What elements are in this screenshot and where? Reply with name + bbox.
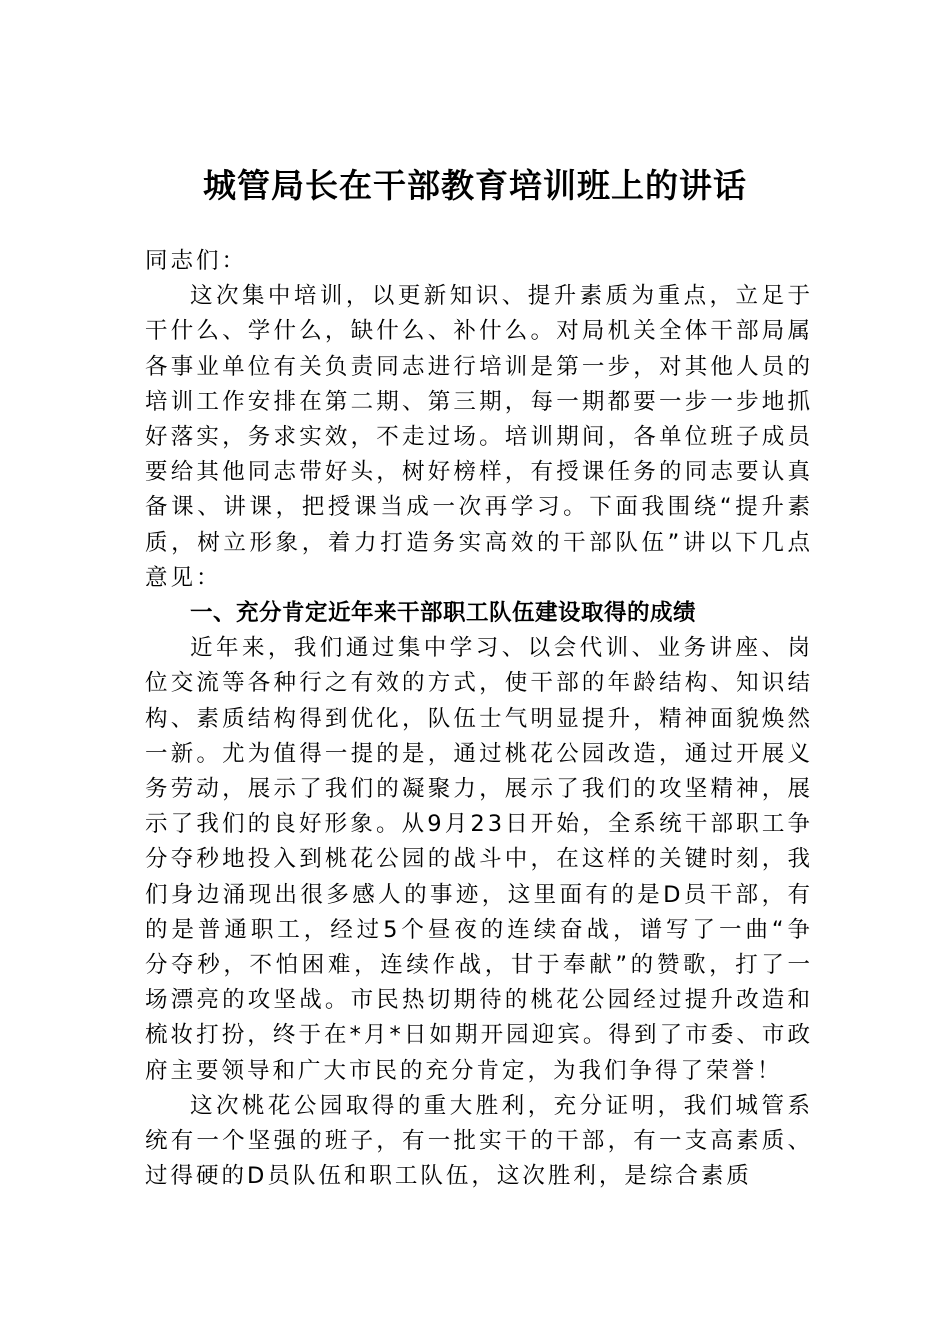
document-title: 城管局长在干部教育培训班上的讲话 <box>203 166 747 205</box>
section-heading: 一、充分肯定近年来干部职工队伍建设取得的成绩 <box>190 600 697 627</box>
section-paragraph: 近年来，我们通过集中学习、以会代训、业务讲座、岗位交流等各种行之有效的方式，使干部的年龄结构、知识结构、素质结构得到优化，队伍士气明显提升，精神面貌焕然一新。尤为值得一提的是，通过桃花公园改造，通过开展义务劳动，展示了我们的凝聚力，展示了我们的攻坚精神，展示了我们的良好形象。从9月23日开始，全系统干部职工争分夺秒地投入到桃花公园的战斗中，在这样的关键时刻，我们身边涌现出很多感人的事迹，这里面有的是D员干部，有的是普通职工，经过5个昼夜的连续奋战，谱写了一曲“争分夺秒，不怕困难，连续作战，甘于奉献”的赞歌，打了一场漂亮的攻坚战。市民热切期待的桃花公园经过提升改造和梳妆打扮，终于在*月*日如期开园迎宾。得到了市委、市政府主要领导和广大市民的充分肯定，为我们争得了荣誉！ <box>145 635 813 1084</box>
document-body <box>145 244 813 1194</box>
intro-paragraph: 这次集中培训，以更新知识、提升素质为重点，立足于干什么、学什么，缺什么、补什么。对局机关全体干部局属各事业单位有关负责同志进行培训是第一步，对其他人员的培训工作安排在第二期、第三期，每一期都要一步一步地抓好落实，务求实效，不走过场。培训期间，各单位班子成员要给其他同志带好头，树好榜样，有授课任务的同志要认真备课、讲课，把授课当成一次再学习。下面我围绕“提升素质，树立形象，着力打造务实高效的干部队伍”讲以下几点意见： <box>145 283 813 591</box>
salutation: 同志们： <box>145 248 248 274</box>
section-paragraph: 这次桃花公园取得的重大胜利，充分证明，我们城管系统有一个坚强的班子，有一批实干的干部，有一支高素质、过得硬的D员队伍和职工队伍，这次胜利，是综合素质 <box>145 1092 813 1190</box>
